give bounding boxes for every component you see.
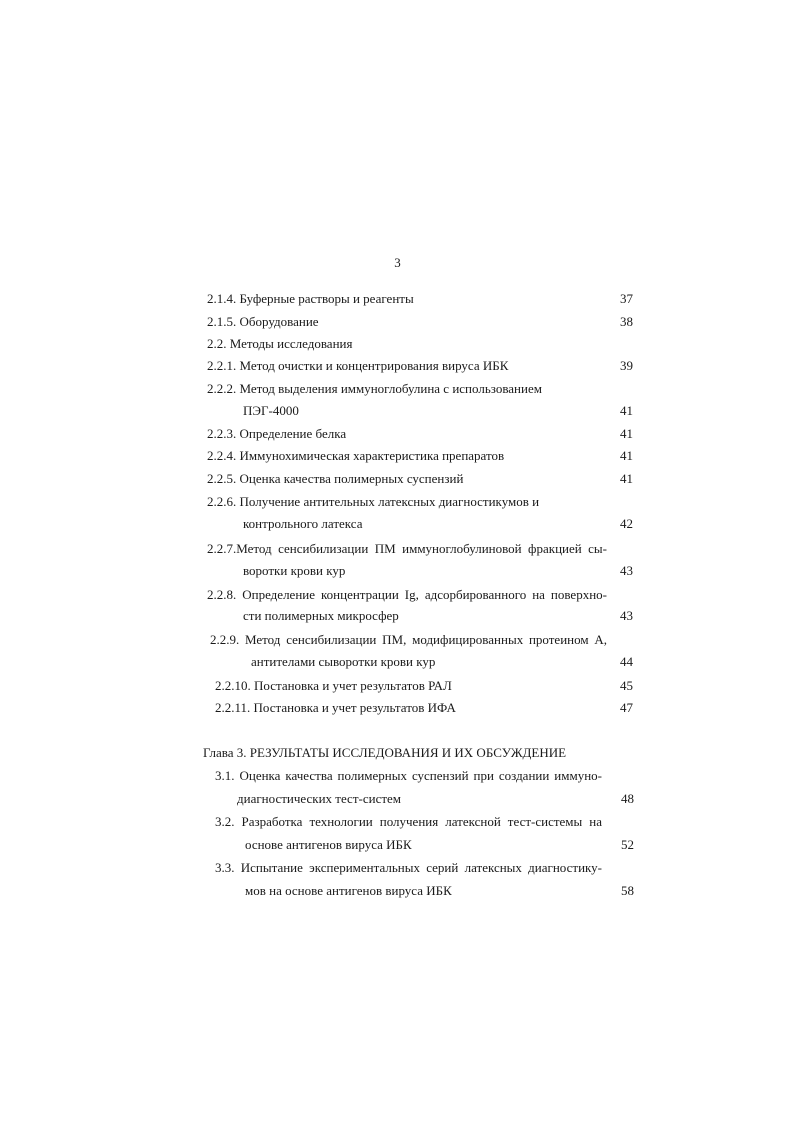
toc-entry <box>215 699 597 717</box>
toc-page-number: 58 <box>621 883 634 898</box>
toc-entry-text: 3.1. Оценка качества полимерных суспензий при создании иммуно- <box>215 768 602 783</box>
toc-entry-text: 2.2.4. Иммунохимическая характеристика препаратов <box>207 448 505 463</box>
toc-page-number: 38 <box>620 314 633 329</box>
toc-entry-text: 2.2.9. Метод сенсибилизации ПМ, модифицированных протеином А, <box>210 632 607 647</box>
toc-entry-line2 <box>251 653 597 671</box>
toc-entry-text: 2.1.5. Оборудование <box>207 314 319 329</box>
toc-entry-text: 2.2. Методы исследования <box>207 336 353 351</box>
toc-entry-line1 <box>215 767 602 785</box>
toc-entry-text: мов на основе антигенов вируса ИБК <box>245 883 452 898</box>
toc-entry-text: 2.1.4. Буферные растворы и реагенты <box>207 291 414 306</box>
toc-entry-text: 2.2.1. Метод очистки и концентрирования вируса ИБК <box>207 358 509 373</box>
toc-entry-text: 2.2.8. Определение концентрации Ig, адсорбированного на поверхно- <box>207 587 607 602</box>
toc-entry-text: воротки крови кур <box>243 563 346 578</box>
toc-page-number: 42 <box>620 516 633 531</box>
toc-entry-line1 <box>210 631 607 649</box>
toc-entry-text: 2.2.2. Метод выделения иммуноглобулина с использованием <box>207 381 542 396</box>
toc-entry-text: 2.2.11. Постановка и учет результатов ИФА <box>215 700 456 715</box>
toc-entry-text: 2.2.5. Оценка качества полимерных суспензий <box>207 471 464 486</box>
toc-page-number: 48 <box>621 791 634 806</box>
toc-entry <box>207 357 597 375</box>
toc-entry-text: основе антигенов вируса ИБК <box>245 837 412 852</box>
toc-entry-line1 <box>207 493 597 511</box>
toc-page-number: 45 <box>620 678 633 693</box>
toc-entry <box>215 677 597 695</box>
toc-entry-text: 3.2. Разработка технологии получения латексной тест-системы на <box>215 814 602 829</box>
toc-entry-line2 <box>243 402 597 420</box>
toc-page-number: 41 <box>620 403 633 418</box>
toc-entry-line1 <box>207 380 597 398</box>
toc-entry-line2 <box>245 882 597 900</box>
toc-entry <box>207 290 597 308</box>
toc-page-number: 52 <box>621 837 634 852</box>
toc-entry <box>207 470 597 488</box>
toc-entry-text: 2.2.7.Метод сенсибилизации ПМ иммуноглобулиновой фракцией сы- <box>207 541 607 556</box>
toc-entry-line1 <box>207 540 607 558</box>
toc-entry-text: 2.2.3. Определение белка <box>207 426 347 441</box>
toc-entry-text: 3.3. Испытание экспериментальных серий латексных диагностику- <box>215 860 602 875</box>
toc-entry-text: 2.2.10. Постановка и учет результатов РАЛ <box>215 678 452 693</box>
toc-entry-text: 2.2.6. Получение антительных латексных диагностикумов и <box>207 494 540 509</box>
toc-entry-line2 <box>237 790 597 808</box>
toc-entry-text: ПЭГ-4000 <box>243 403 299 418</box>
toc-page-number: 41 <box>620 471 633 486</box>
toc-entry-text: контрольного латекса <box>243 516 363 531</box>
toc-entry-line1 <box>215 813 602 831</box>
toc-entry <box>207 313 597 331</box>
toc-page-number: 43 <box>620 563 633 578</box>
toc-page-number: 39 <box>620 358 633 373</box>
toc-entry-text: антителами сыворотки крови кур <box>251 654 436 669</box>
toc-page-number: 41 <box>620 448 633 463</box>
toc-entry-line2 <box>245 836 597 854</box>
toc-page-number: 43 <box>620 608 633 623</box>
page-number: 3 <box>394 255 401 270</box>
toc-page-number: 41 <box>620 426 633 441</box>
toc-section-heading <box>207 335 597 353</box>
toc-entry-line2 <box>243 607 597 625</box>
toc-chapter-heading: Глава 3. РЕЗУЛЬТАТЫ ИССЛЕДОВАНИЯ И ИХ ОБСУЖДЕНИЕ <box>203 745 567 760</box>
toc-entry-line1 <box>207 586 607 604</box>
toc-entry-line1 <box>215 859 602 877</box>
toc-page-number: 44 <box>620 654 633 669</box>
toc-entry-line2 <box>243 515 597 533</box>
toc-entry-text: диагностических тест-систем <box>237 791 402 806</box>
toc-entry <box>207 447 597 465</box>
toc-page-number: 47 <box>620 700 633 715</box>
toc-entry <box>207 425 597 443</box>
toc-entry-text: сти полимерных микросфер <box>243 608 399 623</box>
toc-entry-line2 <box>243 562 597 580</box>
toc-page-number: 37 <box>620 291 633 306</box>
